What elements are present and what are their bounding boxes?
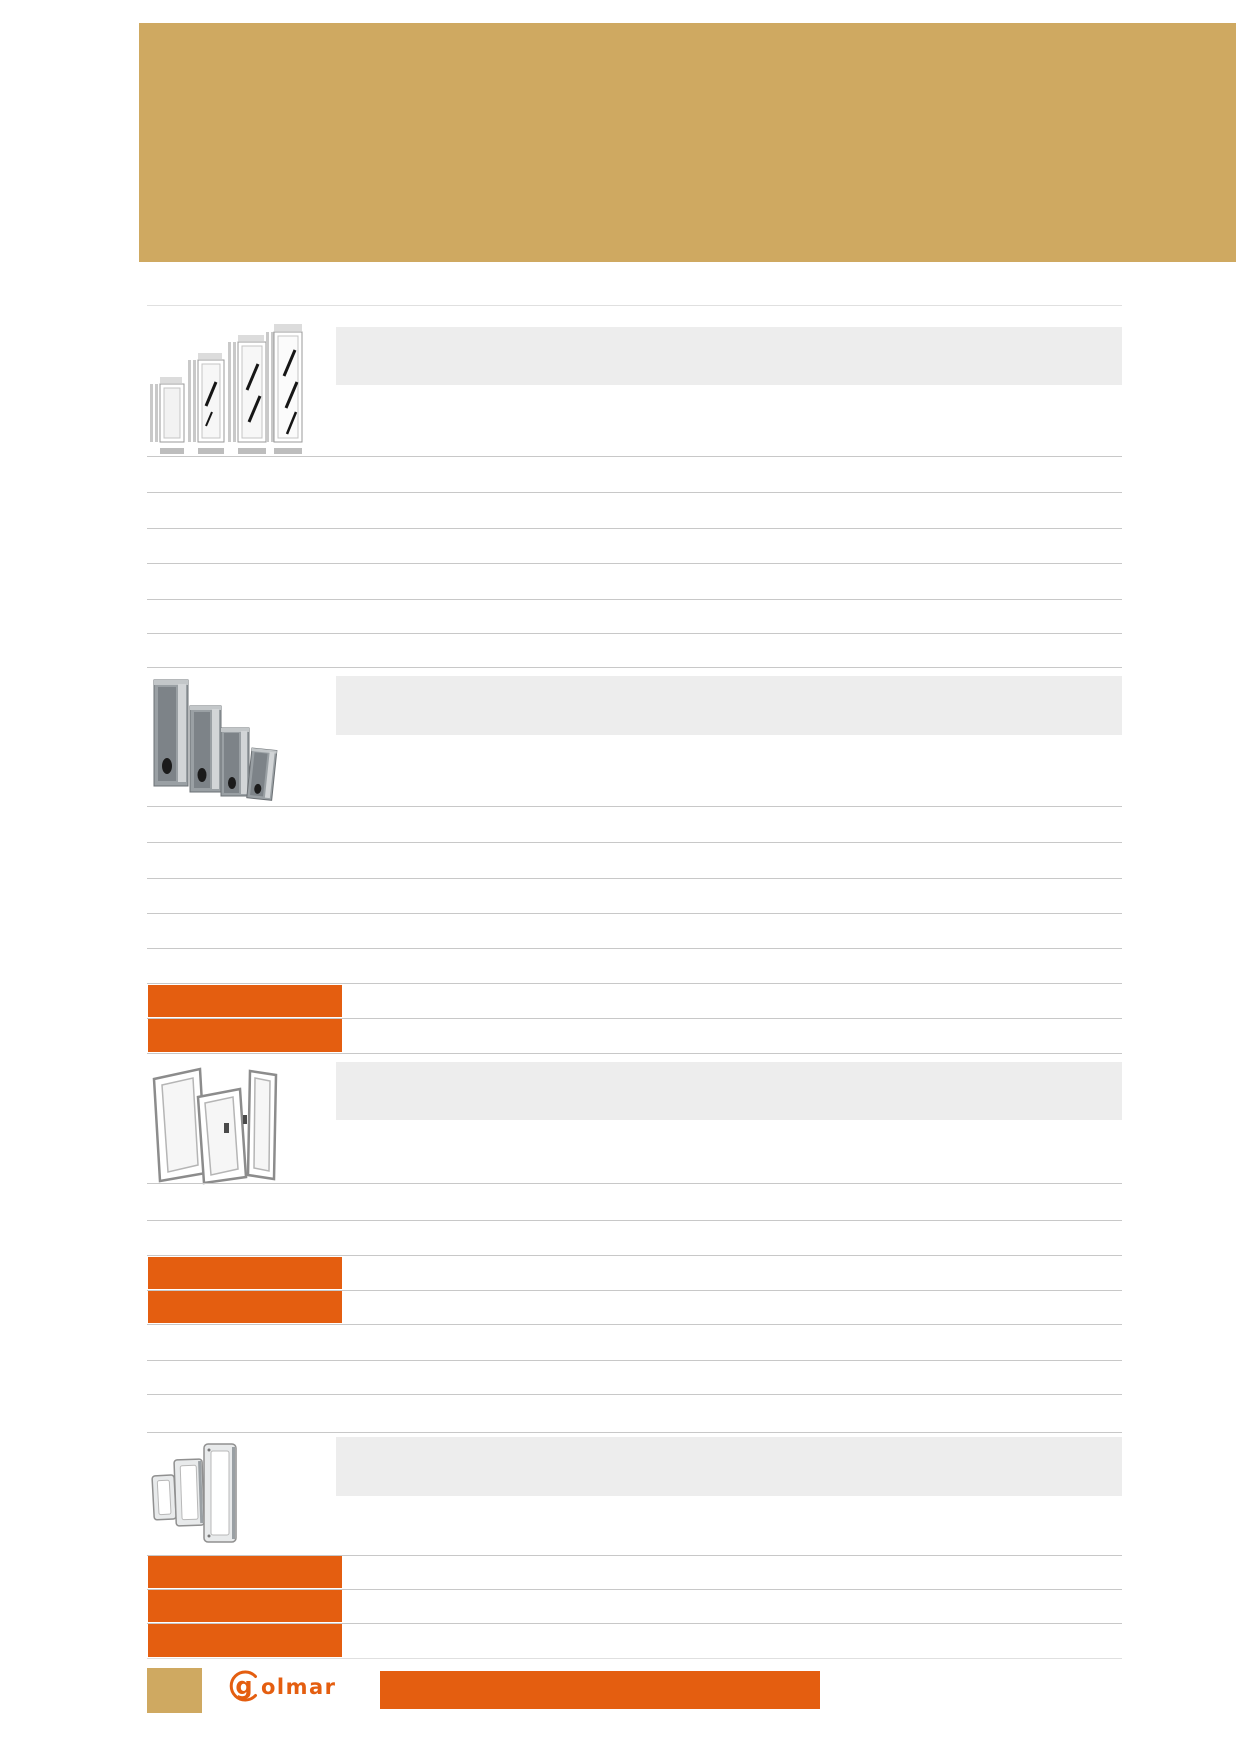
divider-line bbox=[147, 305, 1122, 306]
table-row-line bbox=[147, 456, 1122, 457]
logo-text-rest: olmar bbox=[261, 1675, 337, 1699]
table-row-line bbox=[147, 878, 1122, 879]
section-3-bar bbox=[336, 1062, 1122, 1120]
table-row-line bbox=[147, 1053, 1122, 1054]
product-image-ascending-door-panel-frames bbox=[148, 320, 303, 460]
highlight-block bbox=[148, 1019, 342, 1052]
product-image-nested-flush-frames bbox=[150, 1440, 250, 1550]
product-image-cascading-surface-mount-boxes bbox=[150, 678, 295, 803]
table-row-line bbox=[147, 1220, 1122, 1221]
table-row-line bbox=[147, 667, 1122, 668]
section-1-bar bbox=[336, 327, 1122, 385]
table-row-line bbox=[147, 1255, 1122, 1256]
table-row-line bbox=[147, 1394, 1122, 1395]
highlight-block bbox=[148, 1624, 342, 1657]
highlight-block bbox=[148, 1590, 342, 1622]
table-row-line bbox=[147, 983, 1122, 984]
table-row-line bbox=[147, 492, 1122, 493]
section-2-bar bbox=[336, 676, 1122, 735]
highlight-block bbox=[148, 1291, 342, 1323]
table-row-line bbox=[147, 842, 1122, 843]
footer-gold-square bbox=[147, 1668, 202, 1713]
highlight-block bbox=[148, 1556, 342, 1588]
table-row-line bbox=[147, 806, 1122, 807]
golmar-logo bbox=[228, 1668, 358, 1704]
header-gold-banner bbox=[139, 23, 1236, 262]
logo-letter-g: g bbox=[235, 1672, 253, 1700]
table-row-line bbox=[147, 1360, 1122, 1361]
highlight-block bbox=[148, 985, 342, 1017]
table-row-line bbox=[147, 1658, 1122, 1659]
footer-orange-bar bbox=[380, 1671, 820, 1709]
table-row-line bbox=[147, 563, 1122, 564]
table-row-line bbox=[147, 913, 1122, 914]
highlight-block bbox=[148, 1257, 342, 1289]
section-4-bar bbox=[336, 1437, 1122, 1496]
table-row-line bbox=[147, 599, 1122, 600]
table-row-line bbox=[147, 633, 1122, 634]
table-row-line bbox=[147, 1183, 1122, 1184]
table-row-line bbox=[147, 948, 1122, 949]
product-image-open-window-frames bbox=[148, 1063, 308, 1185]
table-row-line bbox=[147, 1432, 1122, 1433]
table-row-line bbox=[147, 528, 1122, 529]
table-row-line bbox=[147, 1324, 1122, 1325]
